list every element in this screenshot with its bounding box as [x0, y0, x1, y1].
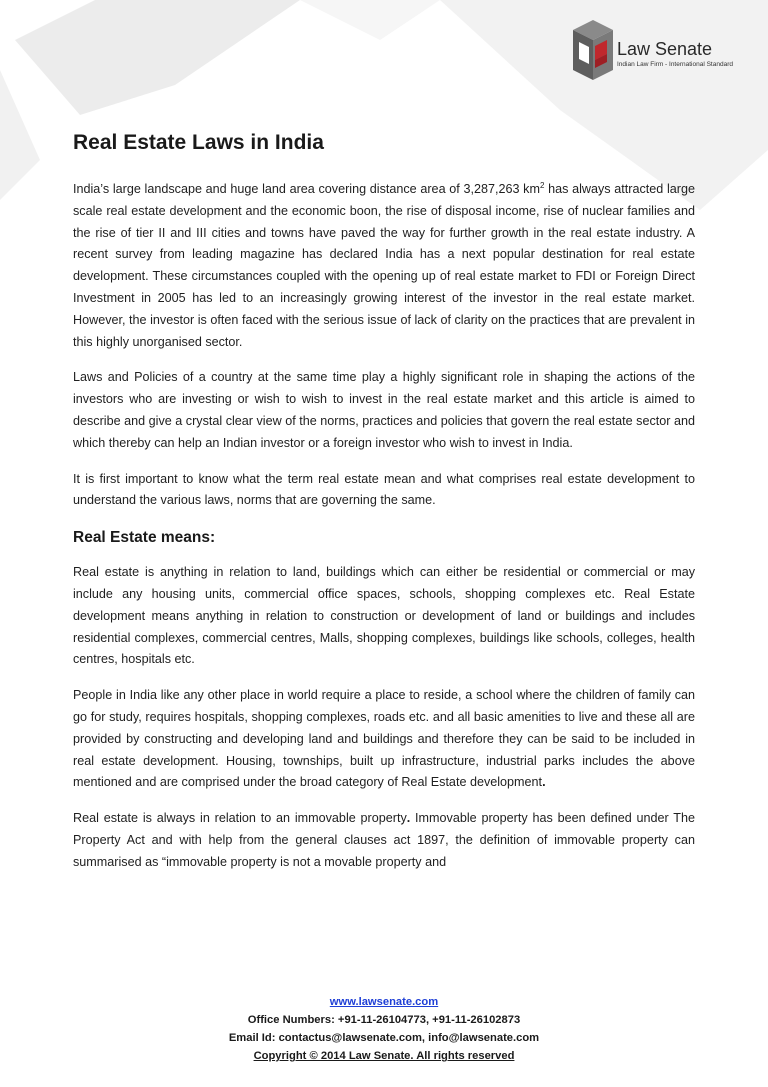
logo-name: Law Senate [617, 39, 713, 59]
document-title: Real Estate Laws in India [73, 131, 324, 154]
intro-text-end: has always attracted large scale real estate development and the economic boon, the rise of disposal income, rise of nuclear families and the rise of tier II and III cities and towns have paved the way for further growth in the real estate industry. A recent survey from leading magazine has declared India has a next popular destination for real estate development. These circumstances coupled with the opening up of real estate market to FDI or Foreign Direct Investment in 2005 has led to an increasingly growing interest of the investor in the real estate market. However, the investor is often faced with the serious issue of lack of clarity on the practices that are prevalent in this highly unorganised sector. [73, 182, 695, 349]
immovable-dot: . [406, 811, 411, 826]
people-text: People in India like any other place in world require a place to reside, a school where the children of family can go for study, requires hospitals, shopping complexes, roads etc. and all basic amenities to live and these all are provided by constructing and developing land and buildings and therefore they can be said to be included in real estate development. Housing, townships, built up infrastructure, industrial parks includes the above mentioned and are comprised under the broad category of Real Estate development [73, 688, 695, 790]
logo-tagline: Indian Law Firm - International Standard [617, 61, 733, 68]
paragraph-immovable-property [73, 808, 695, 873]
page-footer [0, 993, 768, 1065]
immovable-text-start: Real estate is always in relation to an immovable property [73, 811, 407, 826]
intro-superscript: 2 [539, 180, 545, 190]
section-heading-real-estate-means: Real Estate means: [73, 529, 216, 547]
document-body [73, 128, 695, 888]
immovable-text-rest: Immovable property has been defined under The Property Act and with help from the general clauses act 1897, the definition of immovable property can summarised as “immovable property is not a movable property and [73, 811, 695, 869]
paragraph-intro [73, 179, 695, 353]
paragraph-laws-policies: Laws and Policies of a country at the same time play a highly significant role in shaping the actions of the investors who are investing or wish to wish to invest in the real estate market and this article is aimed to describe and give a crystal clear view of the norms, practices and policies that govern the real estate sector and which thereby can help an Indian investor or a foreign investor who wish to invest in India. [73, 370, 695, 450]
copyright-notice: Copyright © 2014 Law Senate. All rights reserved [253, 1050, 515, 1062]
logo-mark-icon [573, 20, 613, 80]
people-text-end: . [542, 775, 546, 790]
email-contacts: Email Id: contactus@lawsenate.com, info@lawsenate.com [228, 1032, 540, 1044]
website-link[interactable]: www.lawsenate.com [329, 996, 439, 1008]
intro-text-start: India’s large landscape and huge land area covering distance area of 3,287,263 km [73, 182, 540, 196]
law-senate-logo[interactable] [573, 20, 753, 80]
office-numbers: Office Numbers: +91-11-26104773, +91-11-26102873 [247, 1014, 521, 1026]
paragraph-term-definition: It is first important to know what the term real estate mean and what comprises real estate development to understand the various laws, norms that are governing the same. [73, 471, 695, 508]
paragraph-real-estate-definition: Real estate is anything in relation to land, buildings which can either be residential or commercial or may include any housing units, commercial office spaces, schools, shopping complexes etc. Real Estate development means anything in relation to construction or development of land or buildings and includes residential complexes, commercial centres, Malls, shopping complexes, buildings like schools, colleges, health centres, hospitals etc. [73, 565, 695, 667]
paragraph-people-in-india [73, 685, 695, 794]
